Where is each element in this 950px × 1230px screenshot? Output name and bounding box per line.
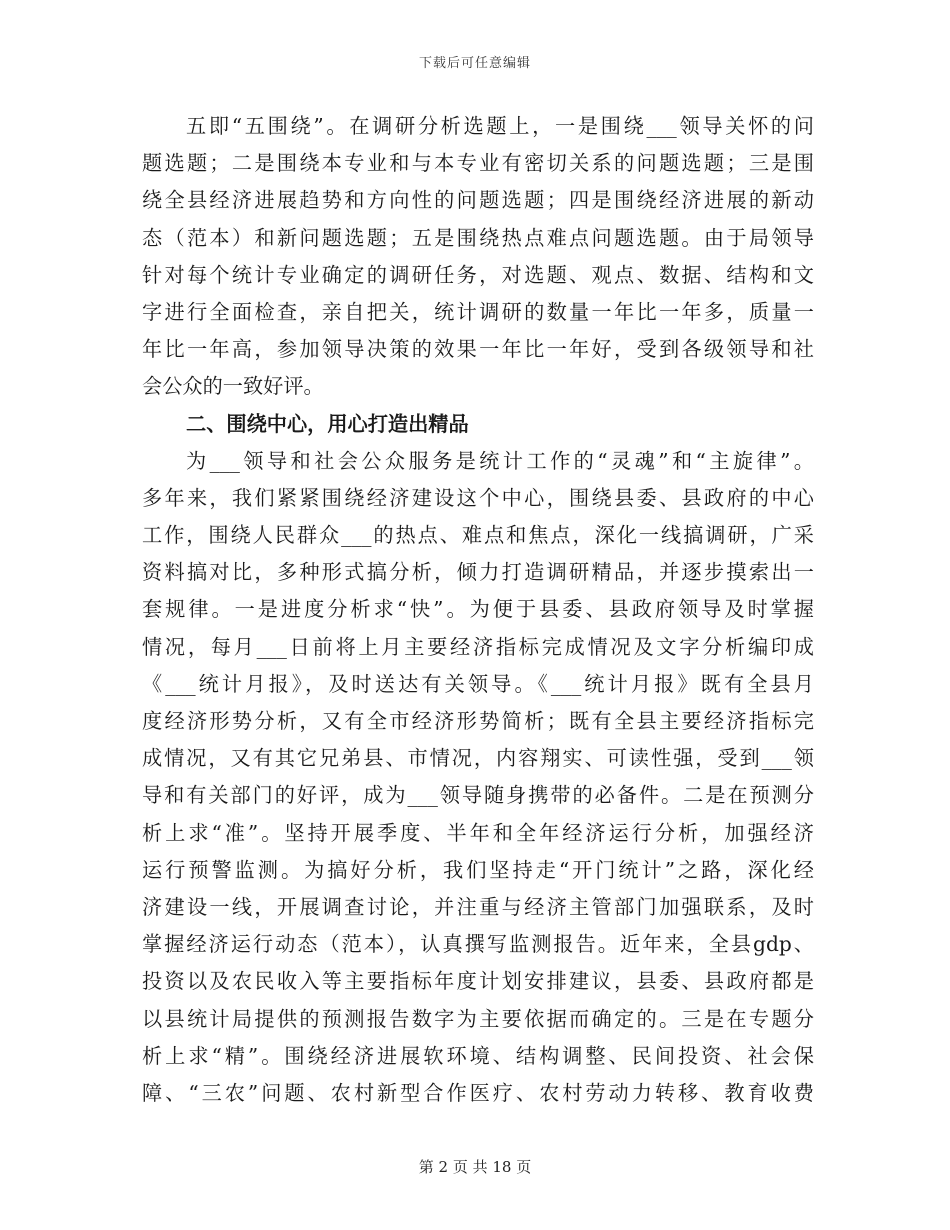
document-body — [142, 108, 814, 1112]
page-number: 第 2 页 共 18 页 — [418, 1158, 532, 1176]
paragraph-line: 障、“三农”问题、农村新型合作医疗、农村劳动力转移、教育收费 — [142, 1080, 814, 1105]
page-header: 下载后可任意编辑 — [418, 56, 531, 71]
paragraph-line: 绕全县经济进展趋势和方向性的问题选题；四是围绕经济进展的新动 — [142, 188, 814, 213]
paragraph-line: 为___领导和社会公众服务是统计工作的“灵魂”和“主旋律”。 — [186, 448, 814, 473]
paragraph-line: 导和有关部门的好评，成为___领导随身携带的必备件。二是在预测分 — [142, 783, 814, 808]
paragraph-line: 运行预警监测。为搞好分析，我们坚持走“开门统计”之路，深化经 — [142, 857, 814, 882]
paragraph-line: 资料搞对比，多种形式搞分析，倾力打造调研精品，并逐步摸索出一 — [142, 560, 814, 585]
paragraph-line: 以县统计局提供的预测报告数字为主要依据而确定的。三是在专题分 — [142, 1006, 814, 1031]
paragraph-line: 套规律。一是进度分析求“快”。为便于县委、县政府领导及时掌握 — [142, 597, 814, 622]
paragraph-line: 成情况，又有其它兄弟县、市情况，内容翔实、可读性强，受到___领 — [142, 746, 814, 771]
paragraph-line: 会公众的一致好评。 — [142, 374, 324, 399]
paragraph-line: 工作，围绕人民群众___的热点、难点和焦点，深化一线搞调研，广采 — [142, 523, 814, 548]
paragraph-line: 析上求“精”。围绕经济进展软环境、结构调整、民间投资、社会保 — [142, 1043, 814, 1068]
paragraph-line: 析上求“准”。坚持开展季度、半年和全年经济运行分析，加强经济 — [142, 820, 814, 845]
paragraph-line: 掌握经济运行动态（范本），认真撰写监测报告。近年来，全县gdp、 — [142, 932, 814, 957]
paragraph-line: 多年来，我们紧紧围绕经济建设这个中心，围绕县委、县政府的中心 — [142, 485, 814, 510]
paragraph-line: 五即“五围绕”。在调研分析选题上，一是围绕___领导关怀的问 — [186, 114, 814, 138]
paragraph-line: 《___统计月报》，及时送达有关领导。《___统计月报》既有全县月 — [142, 671, 814, 696]
paragraph-line: 情况，每月___日前将上月主要经济指标完成情况及文字分析编印成 — [142, 634, 814, 659]
paragraph-line: 济建设一线，开展调查讨论，并注重与经济主管部门加强联系，及时 — [142, 894, 814, 919]
paragraph-line: 投资以及农民收入等主要指标年度计划安排建议，县委、县政府都是 — [142, 969, 814, 994]
section-heading: 二、围绕中心，用心打造出精品 — [186, 411, 469, 436]
paragraph-line: 针对每个统计专业确定的调研任务，对选题、观点、数据、结构和文 — [142, 262, 814, 287]
paragraph-line: 题选题；二是围绕本专业和与本专业有密切关系的问题选题；三是围 — [142, 151, 814, 176]
paragraph-line: 字进行全面检查，亲自把关，统计调研的数量一年比一年多，质量一 — [142, 299, 814, 324]
paragraph-line: 年比一年高，参加领导决策的效果一年比一年好，受到各级领导和社 — [142, 337, 814, 362]
paragraph-line: 度经济形势分析，又有全市经济形势简析；既有全县主要经济指标完 — [142, 709, 814, 733]
paragraph-line: 态（范本）和新问题选题；五是围绕热点难点问题选题。由于局领导 — [142, 225, 814, 250]
